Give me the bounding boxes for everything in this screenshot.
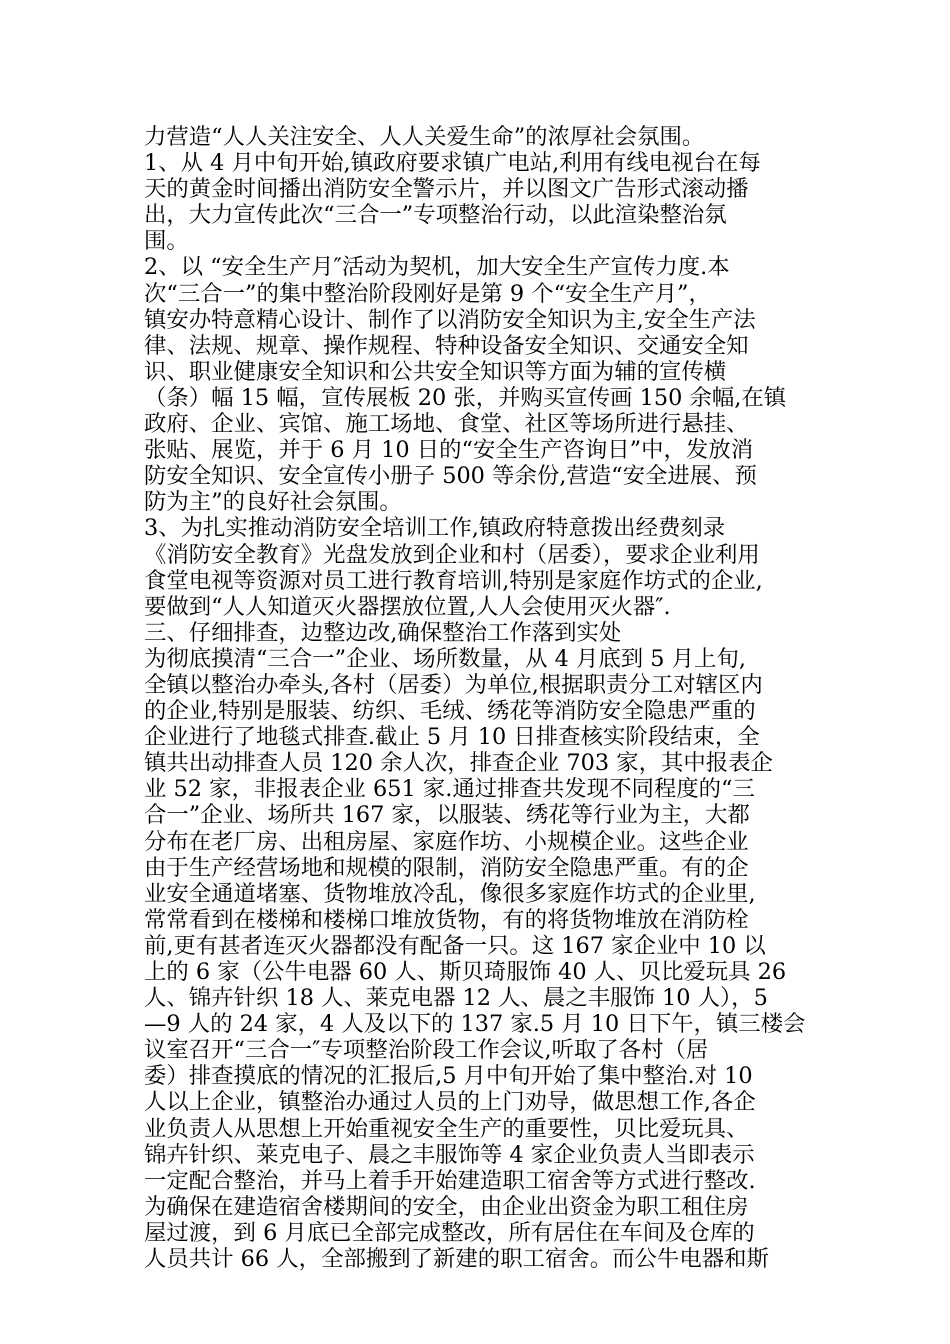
text-line: 镇安办特意精心设计、制作了以消防安全知识为主,安全生产法 <box>144 306 756 333</box>
text-line: 食堂电视等资源对员工进行教育培训,特别是家庭作坊式的企业, <box>144 567 763 594</box>
text-line: 出，大力宣传此次“三合一”专项整治行动，以此渲染整治氛 <box>144 202 727 229</box>
text-line: 天的黄金时间播出消防安全警示片，并以图文广告形式滚动播 <box>144 176 749 203</box>
text-line: 为彻底摸清“三合一”企业、场所数量，从 4 月底到 5 月上旬, <box>144 645 746 672</box>
document-body-text <box>144 124 804 1272</box>
text-line: 力营造“人人关注安全、人人关爱生命”的浓厚社会氛围。 <box>144 124 705 150</box>
text-line: 张贴、展览，并于 6 月 10 日的“安全生产咨询日”中，发放消 <box>144 437 754 464</box>
text-line: 人员共计 66 人，全部搬到了新建的职工宿舍。而公牛电器和斯 <box>144 1246 769 1273</box>
text-line: 镇共出动排查人员 120 余人次，排查企业 703 家，其中报表企 <box>144 750 773 777</box>
text-line: 的企业,特别是服装、纺织、毛绒、绣花等消防安全隐患严重的 <box>144 698 756 725</box>
text-line: 要做到“人人知道灭火器摆放位置,人人会使用灭火器″. <box>144 593 671 620</box>
text-line: （条）幅 15 幅，宣传展板 20 张，并购买宣传画 150 余幅,在镇 <box>144 384 787 411</box>
text-line: 3、为扎实推动消防安全培训工作,镇政府特意拨出经费刻录 <box>144 515 726 542</box>
text-line: 业安全通道堵塞、货物堆放冷乱，像很多家庭作坊式的企业里, <box>144 880 756 907</box>
section-heading: 三、仔细排查，边整边改,确保整治工作落到实处 <box>144 619 622 646</box>
text-line: 业负责人从思想上开始重视安全生产的重要性，贝比爱玩具、 <box>144 1115 749 1142</box>
text-line: 政府、企业、宾馆、施工场地、食堂、社区等场所进行悬挂、 <box>144 411 749 438</box>
text-line: 由于生产经营场地和规模的限制，消防安全隐患严重。有的企 <box>144 854 749 881</box>
text-line: 2、以 “安全生产月″活动为契机，加大安全生产宣传力度.本 <box>144 254 730 281</box>
text-line: 分布在老厂房、出租房屋、家庭作坊、小规模企业。这些企业 <box>144 828 749 855</box>
text-line: 议室召开“三合一″专项整治阶段工作会议,听取了各村（居 <box>144 1037 709 1064</box>
text-line: 围。 <box>144 228 189 255</box>
text-line: 为确保在建造宿舍楼期间的安全，由企业出资金为职工租住房 <box>144 1193 749 1220</box>
text-line: 全镇以整治办牵头,各村（居委）为单位,根据职责分工对辖区内 <box>144 671 763 698</box>
text-line: 锦卉针织、莱克电子、晨之丰服饰等 4 家企业负责人当即表示 <box>144 1141 755 1168</box>
text-line: 1、从 4 月中旬开始,镇政府要求镇广电站,利用有线电视台在每 <box>144 150 761 177</box>
text-line: 常常看到在楼梯和楼梯口堆放货物，有的将货物堆放在消防栓 <box>144 906 749 933</box>
text-line: 屋过渡，到 6 月底已全部完成整改，所有居住在车间及仓库的 <box>144 1219 755 1246</box>
text-line: 防安全知识、安全宣传小册子 500 等余份,营造“安全进展、预 <box>144 463 757 490</box>
text-line: 一定配合整治，并马上着手开始建造职工宿舍等方式进行整改. <box>144 1167 756 1194</box>
text-line: 次“三合一”的集中整治阶段刚好是第 9 个“安全生产月”， <box>144 280 711 307</box>
text-line: 业 52 家，非报表企业 651 家.通过排查共发现不同程度的“三 <box>144 776 755 803</box>
text-line: 《消防安全教育》光盘发放到企业和村（居委），要求企业利用 <box>144 541 760 568</box>
text-line: 人以上企业，镇整治办通过人员的上门劝导，做思想工作,各企 <box>144 1089 756 1116</box>
text-line: 合一”企业、场所共 167 家，以服装、绣花等行业为主，大都 <box>144 802 750 829</box>
text-line: 企业进行了地毯式排查.截止 5 月 10 日排查核实阶段结束，全 <box>144 724 760 751</box>
text-line: 识、职业健康安全知识和公共安全知识等方面为辅的宣传横 <box>144 358 727 385</box>
text-line: 上的 6 家（公牛电器 60 人、斯贝琦服饰 40 人、贝比爱玩具 26 <box>144 959 787 985</box>
text-line: 人、锦卉针织 18 人、莱克电器 12 人、晨之丰服饰 10 人），5 <box>144 985 768 1012</box>
text-line: 委）排查摸底的情况的汇报后,5 月中旬开始了集中整治.对 10 <box>144 1063 753 1090</box>
text-line: 前,更有甚者连灭火器都没有配备一只。这 167 家企业中 10 以 <box>144 932 766 959</box>
text-line: 防为主”的良好社会氛围。 <box>144 489 402 516</box>
text-line: —9 人的 24 家，4 人及以下的 137 家.5 月 10 日下午，镇三楼会 <box>144 1011 806 1038</box>
text-line: 律、法规、规章、操作规程、特种设备安全知识、交通安全知 <box>144 332 749 359</box>
